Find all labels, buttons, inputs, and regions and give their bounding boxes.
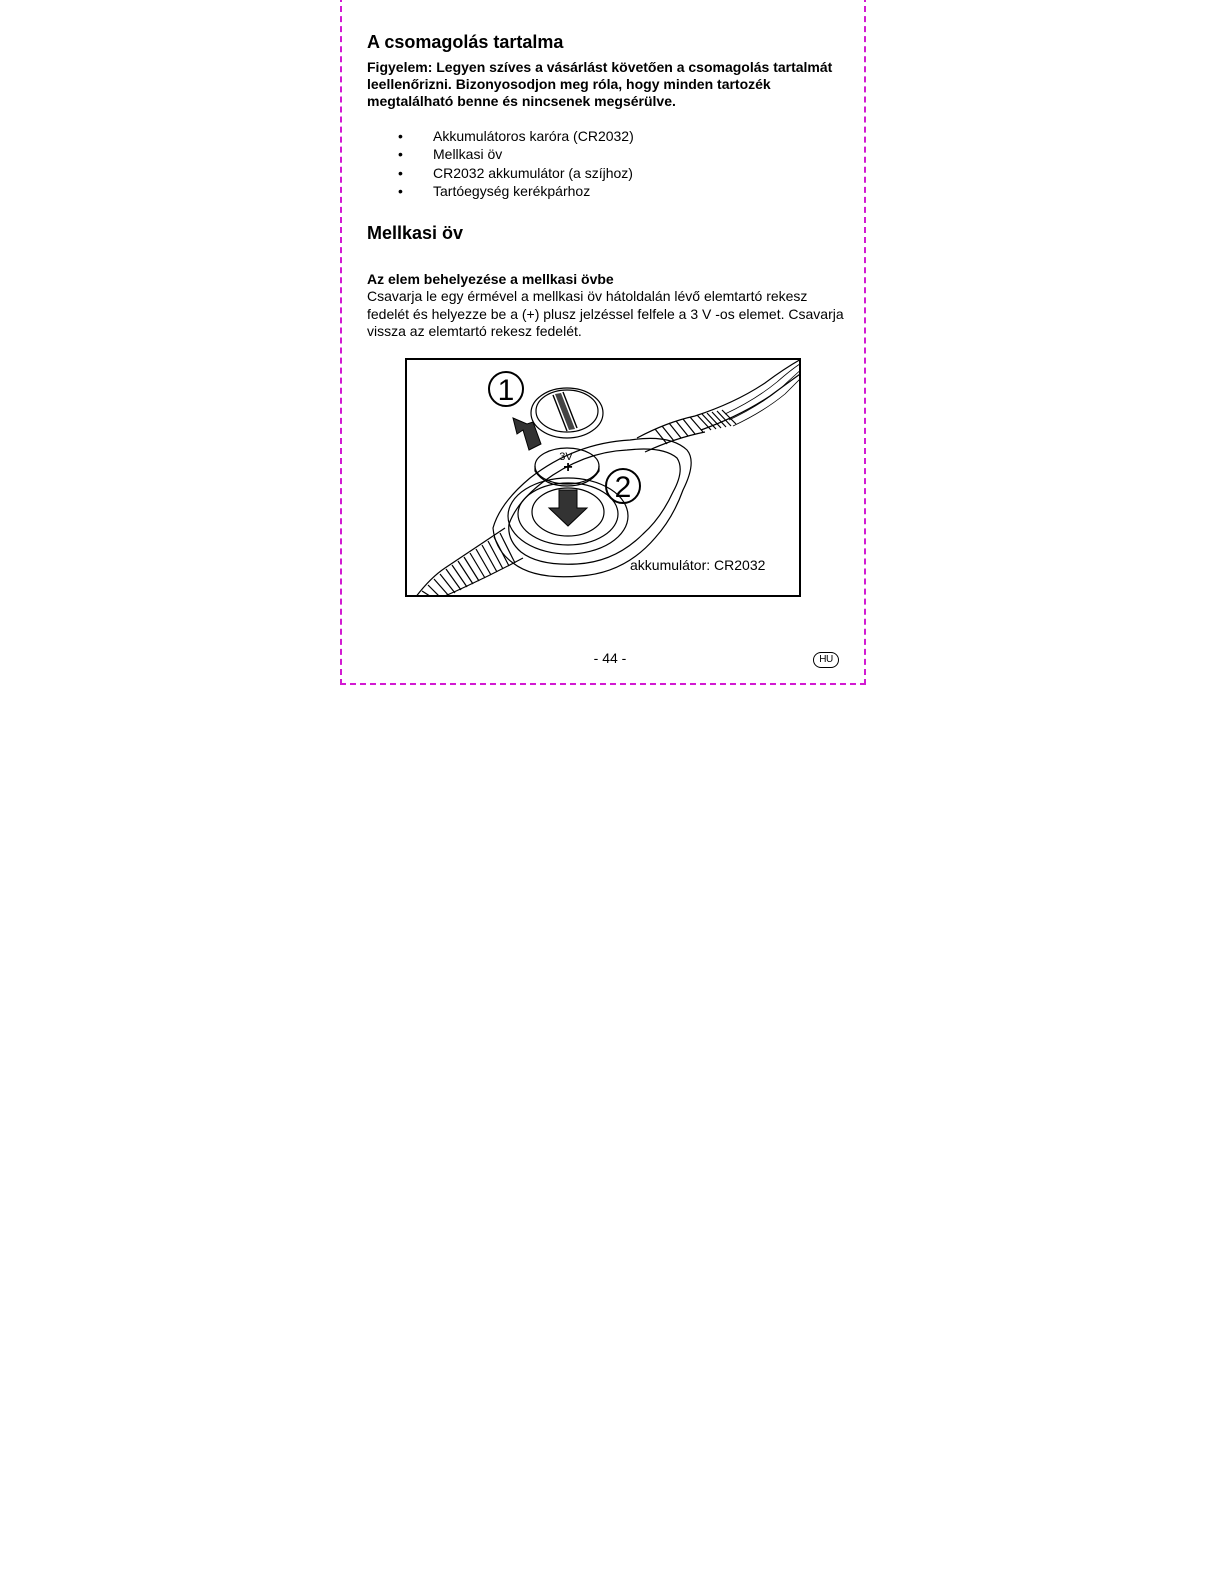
packaging-contents-list <box>367 127 837 200</box>
chest-belt-title: Mellkasi öv <box>367 223 464 243</box>
battery-voltage-label: 3V <box>559 451 573 463</box>
bullet-icon: • <box>398 182 403 199</box>
list-item-label: Tartóegység kerékpárhoz <box>433 182 591 199</box>
battery-plus-label: + <box>563 459 573 476</box>
step-2-label: 2 <box>614 471 632 504</box>
packaging-title: A csomagolás tartalma <box>367 32 564 52</box>
battery-installation-illustration <box>405 358 801 597</box>
list-item-label: Mellkasi öv <box>433 146 503 163</box>
list-item <box>367 164 837 182</box>
bullet-icon: • <box>398 128 403 144</box>
page-number: - 44 - <box>593 650 627 666</box>
list-item <box>367 182 837 200</box>
bullet-icon: • <box>398 146 403 163</box>
battery-insert-subheading: Az elem behelyezése a mellkasi övbe <box>367 271 614 287</box>
list-item <box>367 127 837 145</box>
bullet-icon: • <box>398 164 403 181</box>
list-item-label: CR2032 akkumulátor (a szíjhoz) <box>433 164 633 181</box>
figure-caption: akkumulátor: CR2032 <box>630 557 766 573</box>
battery-insert-instructions: Csavarja le egy érmével a mellkasi öv hátoldalán lévő elemtartó rekesz fedelét és helyezze be a (+) plusz jelzéssel felfele a 3 V -os elemet. Csavarja vissza az elemtartó rekesz fedelét. <box>367 288 844 339</box>
step-1-label: 1 <box>497 374 515 407</box>
list-item-label: Akkumulátoros karóra (CR2032) <box>433 128 634 144</box>
packaging-warning: Figyelem: Legyen szíves a vásárlást követően a csomagolás tartalmát leellenőrizni. Bizonyosodjon meg róla, hogy minden tartozék megtalálható benne és nincsenek megsérülve. <box>367 59 833 109</box>
language-badge: HU <box>813 652 839 668</box>
list-item <box>367 145 837 163</box>
